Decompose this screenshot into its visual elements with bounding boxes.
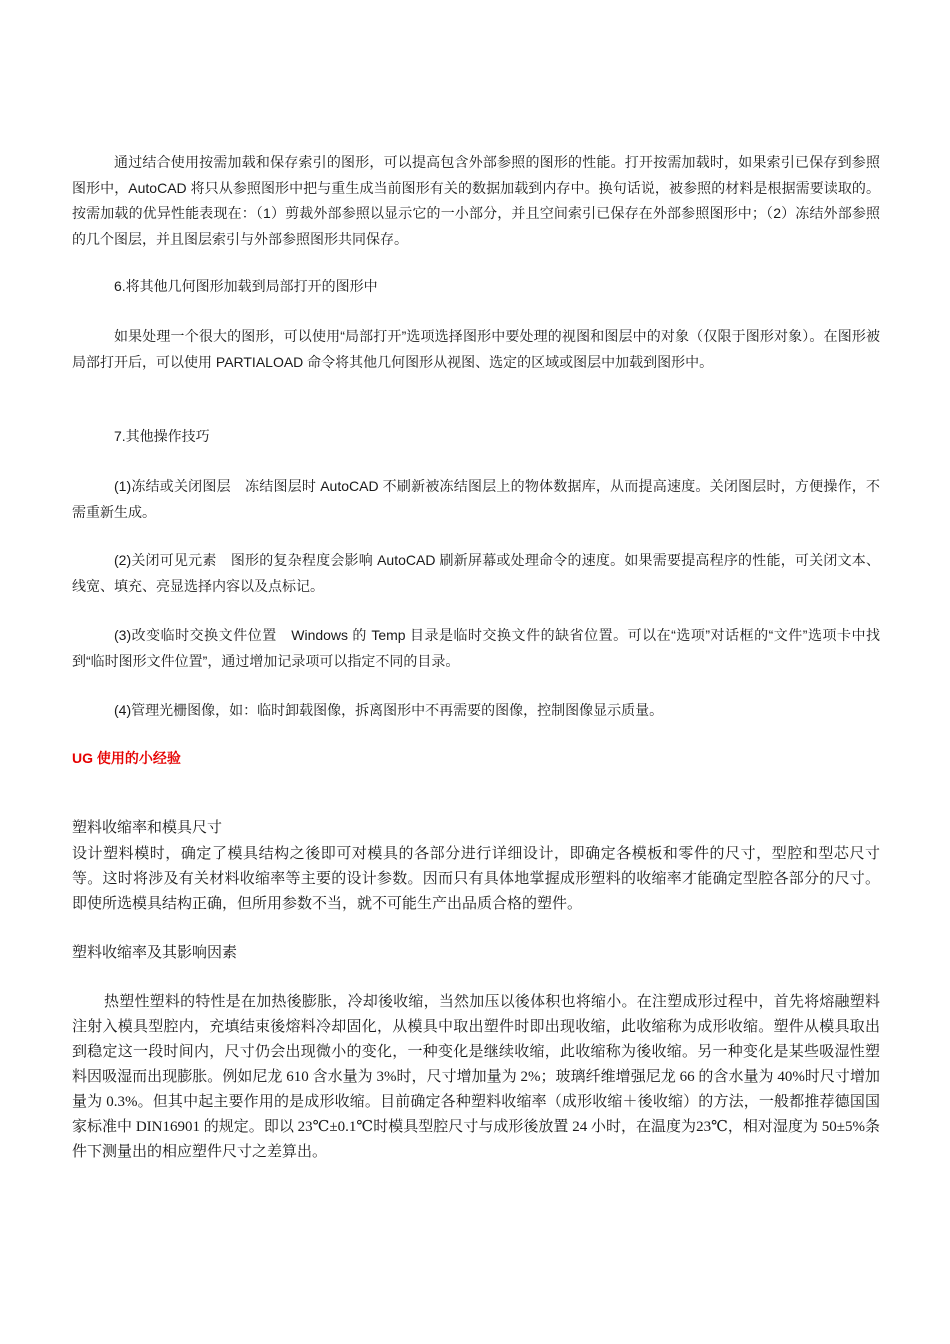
tip-temp-file-location: (3)改变临时交换文件位置 Windows 的 Temp 目录是临时交换文件的缺省位置。可以在“选项”对话框的“文件”选项卡中找到“临时图形文件位置”，通过增加记录项可以指定不同的目录。 (72, 627, 880, 669)
partial-open-paragraph: 如果处理一个很大的图形，可以使用“局部打开”选项选择图形中要处理的视图和图层中的对象（仅限于图形对象）。在图形被局部打开后，可以使用 PARTIALOAD 命令将其他几何图形从视图、选定的区域或图层中加载到图形中。 (72, 328, 880, 370)
shrinkage-subheading: 塑料收缩率和模具尺寸 (72, 820, 223, 836)
section-6-heading: 6.将其他几何图形加载到局部打开的图形中 (114, 278, 378, 294)
shrinkage-factors-subheading: 塑料收缩率及其影响因素 (72, 945, 238, 961)
ug-section-title: UG 使用的小经验 (72, 750, 181, 766)
tip-close-visible-elements: (2)关闭可见元素 图形的复杂程度会影响 AutoCAD 刷新屏幕或处理命令的速度。如果需要提高程序的性能，可关闭文本、线宽、填充、亮显选择内容以及点标记。 (72, 552, 880, 594)
mold-design-paragraph: 设计塑料模时，确定了模具结构之後即可对模具的各部分进行详细设计，即确定各模板和零件的尺寸，型腔和型芯尺寸等。这时将涉及有关材料收缩率等主要的设计参数。因而只有具体地掌握成形塑料的收缩率才能确定型腔各部分的尺寸。即使所选模具结构正确，但所用参数不当，就不可能生产出品质合格的塑件。 (72, 846, 880, 912)
tip-raster-images: (4)管理光栅图像，如：临时卸载图像，拆离图形中不再需要的图像，控制图像显示质量。 (114, 702, 664, 718)
thermoplastic-shrinkage-paragraph: 热塑性塑料的特性是在加热後膨胀，冷却後收缩，当然加压以後体积也将缩小。在注塑成形过程中，首先将熔融塑料注射入模具型腔内，充填结束後熔料冷却固化，从模具中取出塑件时即出现收缩，此收缩称为成形收缩。塑件从模具取出到稳定这一段时间内，尺寸仍会出现微小的变化，一种变化是继续收缩，此收缩称为後收缩。另一种变化是某些吸湿性塑料因吸湿而出现膨胀。例如尼龙 610 含水量为 3%时，尺寸增加量为 2%；玻璃纤维增强尼龙 66 的含水量为 40%时尺寸增加量为 0.3%。但其中起主要作用的是成形收缩。目前确定各种塑料收缩率（成形收缩＋後收缩）的方法，一般都推荐德国国家标准中 DIN16901 的规定。即以 23℃±0.1℃时模具型腔尺寸与成形後放置 24 小时，在温度为23℃，相对湿度为 50±5%条件下测量出的相应塑件尺寸之差算出。 (72, 994, 880, 1160)
tip-freeze-layers: (1)冻结或关闭图层 冻结图层时 AutoCAD 不刷新被冻结图层上的物体数据库，从而提高速度。关闭图层时，方便操作，不需重新生成。 (72, 478, 880, 520)
section-7-heading: 7.其他操作技巧 (114, 428, 210, 444)
intro-paragraph: 通过结合使用按需加载和保存索引的图形，可以提高包含外部参照的图形的性能。打开按需加载时，如果索引已保存到参照图形中，AutoCAD 将只从参照图形中把与重生成当前图形有关的数据加载到内存中。换句话说，被参照的材料是根据需要读取的。按需加载的优异性能表现在：（1）剪裁外部参照以显示它的一小部分，并且空间索引已保存在外部参照图形中；（2）冻结外部参照的几个图层，并且图层索引与外部参照图形共同保存。 (72, 154, 880, 247)
